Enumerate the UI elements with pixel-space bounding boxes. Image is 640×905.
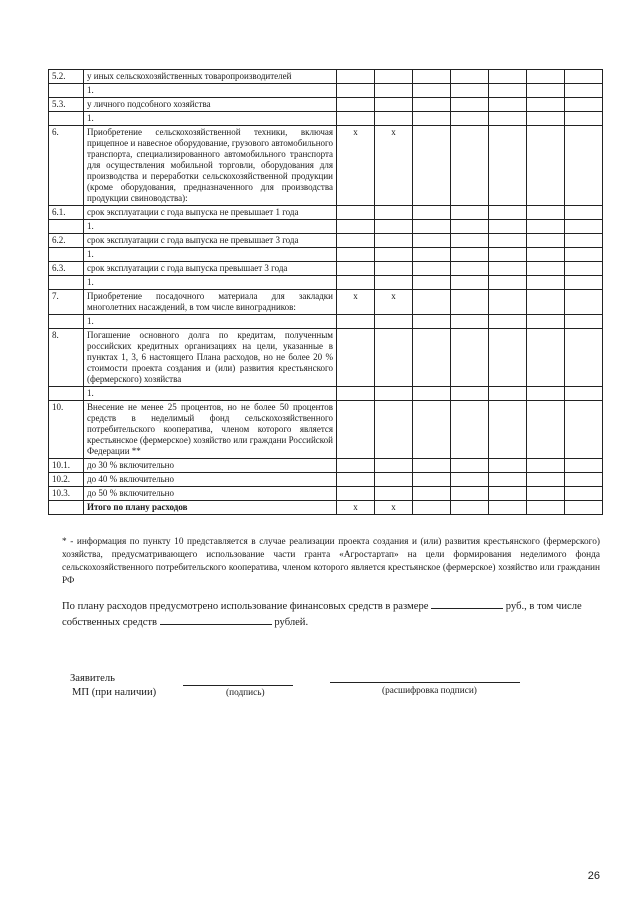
row-cell-col6 (451, 126, 489, 206)
row-cell-col7 (489, 387, 527, 401)
row-cell-col3 (337, 387, 375, 401)
row-cell-col8 (527, 329, 565, 387)
row-cell-col9 (565, 329, 603, 387)
row-number-cell (49, 84, 84, 98)
row-cell-col6 (451, 206, 489, 220)
row-cell-col3 (337, 112, 375, 126)
row-cell-col7 (489, 401, 527, 459)
row-cell-col4 (375, 220, 413, 234)
row-cell-col4 (375, 234, 413, 248)
row-description-cell: 1. (84, 248, 337, 262)
row-cell-col5 (413, 276, 451, 290)
row-cell-col7 (489, 112, 527, 126)
row-cell-col8 (527, 84, 565, 98)
table-row (49, 401, 603, 459)
row-cell-col6 (451, 329, 489, 387)
row-description-cell: до 50 % включительно (84, 487, 337, 501)
row-cell-col5 (413, 290, 451, 315)
row-cell-col8 (527, 248, 565, 262)
row-cell-col9 (565, 70, 603, 84)
row-cell-col7 (489, 248, 527, 262)
page-number: 26 (587, 870, 600, 882)
row-description-cell: срок эксплуатации с года выпуска превышает 3 года (84, 262, 337, 276)
row-number-cell: 8. (49, 329, 84, 387)
row-cell-col7 (489, 276, 527, 290)
row-number-cell (49, 220, 84, 234)
row-cell-col5 (413, 234, 451, 248)
row-cell-col6 (451, 315, 489, 329)
row-cell-col6 (451, 84, 489, 98)
row-cell-col5 (413, 126, 451, 206)
row-description-cell: Внесение не менее 25 процентов, но не более 50 процентов средств в неделимый фонд сельскохозяйственного потребительского кооператива, членом которого является крестьянское (фермерское) хозяйство или граждани Российской Федерации ** (84, 401, 337, 459)
row-cell-col7 (489, 315, 527, 329)
signature-caption: (подпись) (226, 688, 265, 698)
row-cell-col6 (451, 501, 489, 515)
table-row (49, 84, 603, 98)
row-cell-col5 (413, 401, 451, 459)
row-cell-col3 (337, 329, 375, 387)
row-description-cell: до 40 % включительно (84, 473, 337, 487)
row-cell-col4 (375, 401, 413, 459)
row-number-cell (49, 248, 84, 262)
row-cell-col4 (375, 315, 413, 329)
row-cell-col6 (451, 220, 489, 234)
row-cell-col7 (489, 220, 527, 234)
signature-line (183, 684, 293, 686)
stamp-label: МП (при наличии) (72, 687, 157, 698)
row-cell-col6 (451, 473, 489, 487)
row-description-cell: Приобретение посадочного материала для закладки многолетних насаждений, в том числе виноградников: (84, 290, 337, 315)
finance-text-part3: рублей. (274, 617, 309, 628)
row-cell-col5 (413, 501, 451, 515)
row-cell-col6 (451, 487, 489, 501)
row-cell-col5 (413, 487, 451, 501)
row-description-cell: Итого по плану расходов (84, 501, 337, 515)
row-cell-col5 (413, 473, 451, 487)
row-cell-col9 (565, 112, 603, 126)
row-number-cell: 10.2. (49, 473, 84, 487)
row-cell-col9 (565, 459, 603, 473)
row-cell-col3 (337, 487, 375, 501)
row-cell-col9 (565, 248, 603, 262)
row-cell-col3 (337, 262, 375, 276)
row-cell-col8 (527, 126, 565, 206)
row-cell-col5 (413, 112, 451, 126)
row-cell-col4 (375, 487, 413, 501)
row-number-cell: 6.2. (49, 234, 84, 248)
row-number-cell: 10.1. (49, 459, 84, 473)
row-cell-col8 (527, 473, 565, 487)
row-cell-col3: х (337, 290, 375, 315)
row-number-cell (49, 387, 84, 401)
row-cell-col6 (451, 276, 489, 290)
row-number-cell (49, 112, 84, 126)
row-cell-col8 (527, 220, 565, 234)
table-row (49, 70, 603, 84)
row-cell-col5 (413, 248, 451, 262)
row-cell-col3 (337, 84, 375, 98)
row-cell-col3: х (337, 126, 375, 206)
own-funds-blank (160, 614, 272, 625)
decoding-line (330, 681, 520, 683)
row-cell-col6 (451, 387, 489, 401)
table-row (49, 220, 603, 234)
row-cell-col3 (337, 220, 375, 234)
row-description-cell: 1. (84, 84, 337, 98)
row-cell-col7 (489, 487, 527, 501)
row-cell-col5 (413, 387, 451, 401)
row-cell-col4 (375, 84, 413, 98)
row-cell-col7 (489, 329, 527, 387)
table-row (49, 262, 603, 276)
row-number-cell (49, 315, 84, 329)
row-description-cell: срок эксплуатации с года выпуска не превышает 1 года (84, 206, 337, 220)
row-cell-col8 (527, 234, 565, 248)
row-cell-col5 (413, 98, 451, 112)
row-cell-col3 (337, 459, 375, 473)
row-cell-col3 (337, 276, 375, 290)
row-cell-col9 (565, 473, 603, 487)
decoding-caption: (расшифровка подписи) (382, 686, 477, 696)
row-cell-col5 (413, 220, 451, 234)
row-cell-col3: х (337, 501, 375, 515)
row-cell-col7 (489, 84, 527, 98)
row-cell-col9 (565, 98, 603, 112)
row-description-cell: 1. (84, 315, 337, 329)
finance-text-part2: руб., в том числе собственных средств (62, 601, 582, 628)
row-cell-col7 (489, 206, 527, 220)
row-cell-col9 (565, 276, 603, 290)
table-row (49, 248, 603, 262)
row-cell-col8 (527, 487, 565, 501)
row-cell-col8 (527, 262, 565, 276)
table-row (49, 459, 603, 473)
table-row (49, 473, 603, 487)
finance-statement (62, 598, 602, 630)
row-cell-col4 (375, 112, 413, 126)
row-description-cell: Приобретение сельскохозяйственной техники, включая прицепное и навесное оборудование, грузового автомобильного транспорта, специализированного автомобильного транспорта для осуществления мобильной торговли, оборудования для производства и переработки сельскохозяйственной продукции (кроме оборудования, предназначенного для производства продукции свиноводства): (84, 126, 337, 206)
row-cell-col5 (413, 329, 451, 387)
row-number-cell: 10. (49, 401, 84, 459)
footnote: * - информация по пункту 10 представляется в случае реализации проекта создания и (или) развития крестьянского (фермерского) хозяйства, предусматривающего использование части гранта «Агростартап» на цели формирования неделимого фонда сельскохозяйственного потребительского кооператива, членом которого является крестьянское (фермерское) хозяйство или гражданин РФ (62, 537, 600, 586)
row-cell-col4 (375, 276, 413, 290)
row-cell-col8 (527, 98, 565, 112)
row-cell-col4 (375, 459, 413, 473)
table-row (49, 315, 603, 329)
table-row (49, 276, 603, 290)
row-cell-col7 (489, 473, 527, 487)
row-cell-col7 (489, 262, 527, 276)
row-cell-col3 (337, 473, 375, 487)
row-cell-col6 (451, 112, 489, 126)
row-description-cell: у иных сельскохозяйственных товаропроизводителей (84, 70, 337, 84)
row-number-cell: 6.3. (49, 262, 84, 276)
row-cell-col7 (489, 98, 527, 112)
row-cell-col6 (451, 234, 489, 248)
row-cell-col6 (451, 290, 489, 315)
row-description-cell: 1. (84, 387, 337, 401)
row-cell-col5 (413, 459, 451, 473)
row-cell-col7 (489, 459, 527, 473)
row-description-cell: до 30 % включительно (84, 459, 337, 473)
row-cell-col3 (337, 248, 375, 262)
row-cell-col8 (527, 276, 565, 290)
expense-plan-table-body (49, 70, 603, 515)
row-cell-col4: х (375, 290, 413, 315)
row-cell-col9 (565, 290, 603, 315)
table-row (49, 290, 603, 315)
row-cell-col8 (527, 70, 565, 84)
table-row (49, 206, 603, 220)
row-cell-col6 (451, 401, 489, 459)
row-cell-col6 (451, 98, 489, 112)
row-cell-col6 (451, 70, 489, 84)
finance-total-blank (431, 598, 503, 609)
row-description-cell: 1. (84, 276, 337, 290)
row-cell-col7 (489, 70, 527, 84)
row-number-cell: 7. (49, 290, 84, 315)
table-row (49, 329, 603, 387)
row-cell-col4 (375, 262, 413, 276)
row-cell-col9 (565, 126, 603, 206)
row-number-cell: 6. (49, 126, 84, 206)
row-cell-col5 (413, 315, 451, 329)
row-cell-col7 (489, 234, 527, 248)
row-cell-col3 (337, 70, 375, 84)
row-cell-col8 (527, 459, 565, 473)
row-cell-col9 (565, 315, 603, 329)
table-row (49, 126, 603, 206)
row-number-cell: 5.3. (49, 98, 84, 112)
row-cell-col4: х (375, 501, 413, 515)
row-description-cell: 1. (84, 112, 337, 126)
row-description-cell: у личного подсобного хозяйства (84, 98, 337, 112)
row-cell-col8 (527, 315, 565, 329)
row-cell-col9 (565, 487, 603, 501)
row-cell-col6 (451, 262, 489, 276)
expense-plan-table (48, 69, 603, 515)
row-cell-col9 (565, 401, 603, 459)
row-cell-col5 (413, 70, 451, 84)
row-cell-col7 (489, 126, 527, 206)
row-cell-col4 (375, 206, 413, 220)
row-number-cell: 10.3. (49, 487, 84, 501)
row-cell-col3 (337, 315, 375, 329)
table-row (49, 234, 603, 248)
row-cell-col4 (375, 473, 413, 487)
row-cell-col5 (413, 262, 451, 276)
row-cell-col9 (565, 501, 603, 515)
row-cell-col3 (337, 206, 375, 220)
table-row (49, 112, 603, 126)
row-cell-col7 (489, 501, 527, 515)
row-cell-col7 (489, 290, 527, 315)
row-cell-col8 (527, 206, 565, 220)
row-number-cell (49, 276, 84, 290)
row-cell-col9 (565, 387, 603, 401)
row-cell-col9 (565, 262, 603, 276)
finance-text-part1: По плану расходов предусмотрено использование финансовых средств в размере (62, 601, 429, 612)
row-description-cell: 1. (84, 220, 337, 234)
row-cell-col9 (565, 206, 603, 220)
table-row (49, 487, 603, 501)
row-cell-col4 (375, 329, 413, 387)
row-cell-col4 (375, 387, 413, 401)
row-cell-col5 (413, 84, 451, 98)
row-cell-col6 (451, 248, 489, 262)
row-cell-col9 (565, 84, 603, 98)
row-cell-col3 (337, 234, 375, 248)
row-cell-col3 (337, 401, 375, 459)
row-cell-col5 (413, 206, 451, 220)
row-cell-col9 (565, 220, 603, 234)
applicant-label: Заявитель (70, 673, 116, 684)
row-cell-col4 (375, 248, 413, 262)
row-description-cell: срок эксплуатации с года выпуска не превышает 3 года (84, 234, 337, 248)
row-cell-col4 (375, 98, 413, 112)
row-cell-col3 (337, 98, 375, 112)
row-number-cell: 5.2. (49, 70, 84, 84)
table-row (49, 98, 603, 112)
row-cell-col8 (527, 501, 565, 515)
row-number-cell (49, 501, 84, 515)
row-cell-col4 (375, 70, 413, 84)
table-row (49, 501, 603, 515)
row-description-cell: Погашение основного долга по кредитам, полученным российских кредитных организациях на цели, указанные в пунктах 1, 3, 6 настоящего Плана расходов, но не более 20 % стоимости проекта создания и (или) развития крестьянского (фермерского) хозяйства (84, 329, 337, 387)
row-cell-col4: х (375, 126, 413, 206)
row-cell-col8 (527, 290, 565, 315)
row-cell-col8 (527, 387, 565, 401)
row-cell-col6 (451, 459, 489, 473)
row-cell-col9 (565, 234, 603, 248)
row-cell-col8 (527, 112, 565, 126)
table-row (49, 387, 603, 401)
row-number-cell: 6.1. (49, 206, 84, 220)
row-cell-col8 (527, 401, 565, 459)
